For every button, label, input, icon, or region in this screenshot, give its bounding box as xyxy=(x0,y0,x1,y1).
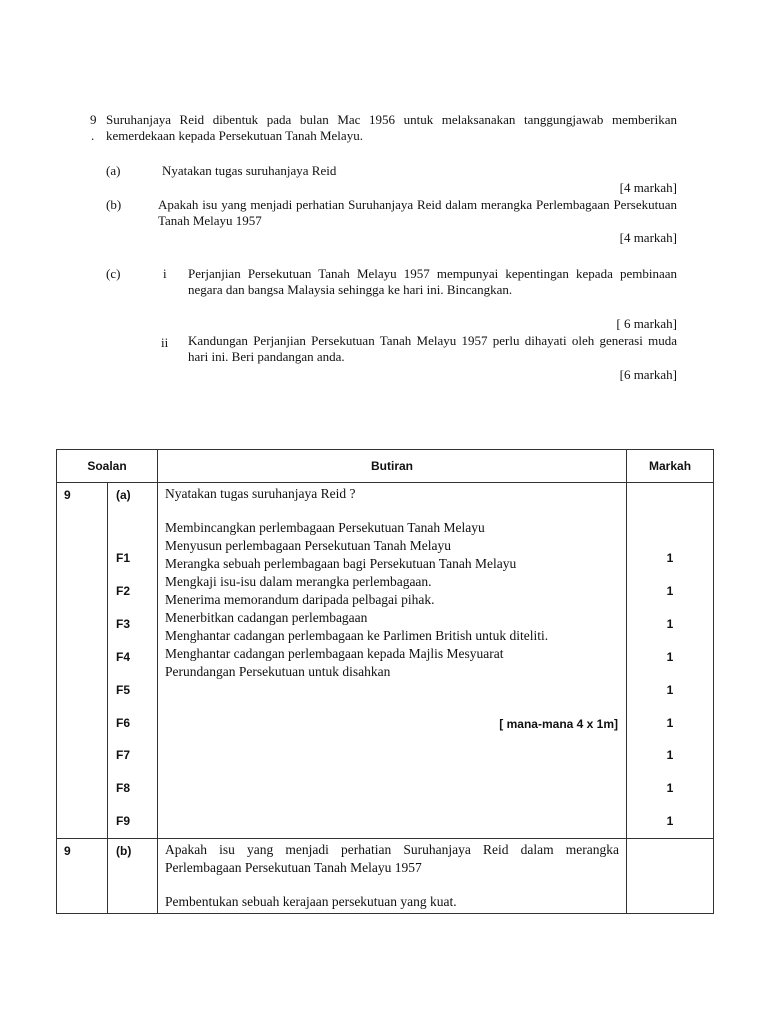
code-f2: F2 xyxy=(116,584,131,598)
part-a-marks: [4 markah] xyxy=(619,180,677,195)
bullet-dot: . xyxy=(91,128,95,143)
row-b-number: 9 xyxy=(64,844,71,858)
part-b-label: (b) xyxy=(106,197,122,212)
question-number: 9 xyxy=(90,112,97,127)
mark-value: 1 xyxy=(666,551,674,565)
code-f7: F7 xyxy=(116,748,131,762)
answer-line: Merangka sebuah perlembagaan bagi Persekutuan Tanah Melayu xyxy=(165,556,517,571)
answer-line: Pembentukan sebuah kerajaan persekutuan yang kuat. xyxy=(165,894,457,909)
mark-value: 1 xyxy=(666,748,674,762)
table-row-a xyxy=(57,483,714,839)
part-a-label: (a) xyxy=(106,163,121,178)
marking-scheme-table xyxy=(56,449,714,914)
row-a-codes xyxy=(108,483,157,838)
mark-value: 1 xyxy=(666,781,674,795)
part-c-ii-text: Kandungan Perjanjian Persekutuan Tanah Melayu 1957 perlu dihayati oleh generasi muda hari ini. Beri pandangan anda. xyxy=(188,333,677,364)
part-a-text: Nyatakan tugas suruhanjaya Reid xyxy=(162,163,337,178)
row-a-question: Nyatakan tugas suruhanjaya Reid ? xyxy=(165,486,356,501)
part-c-ii-label: ii xyxy=(161,335,169,350)
code-f9: F9 xyxy=(116,814,131,828)
row-b-details xyxy=(158,839,626,913)
part-b-text: Apakah isu yang menjadi perhatian Suruhanjaya Reid dalam merangka Perlembagaan Persekutuan Tanah Melayu 1957 xyxy=(158,197,677,228)
header-butiran: Butiran xyxy=(158,450,627,483)
answer-line: Menerbitkan cadangan perlembagaan xyxy=(165,610,368,625)
answer-line: Menyusun perlembagaan Persekutuan Tanah Melayu xyxy=(165,538,451,553)
mark-value: 1 xyxy=(666,617,674,631)
mark-value: 1 xyxy=(666,716,674,730)
mark-value: 1 xyxy=(666,683,674,697)
code-f8: F8 xyxy=(116,781,131,795)
code-f4: F4 xyxy=(116,650,131,664)
table-row-b xyxy=(57,839,714,914)
code-f1: F1 xyxy=(116,551,131,565)
row-a-number: 9 xyxy=(64,488,71,502)
row-a-marks xyxy=(627,483,713,838)
row-a-part: (a) xyxy=(116,488,131,502)
part-c-ii-marks: [6 markah] xyxy=(619,367,677,382)
header-soalan: Soalan xyxy=(57,450,158,483)
question-intro: Suruhanjaya Reid dibentuk pada bulan Mac 1956 untuk melaksanakan tanggungjawab memberikan kemerdekaan kepada Persekutuan Tanah Melayu. xyxy=(106,112,677,143)
part-c-i-marks: [ 6 markah] xyxy=(616,316,677,331)
row-b-part: (b) xyxy=(116,844,132,858)
code-f6: F6 xyxy=(116,716,131,730)
mark-value: 1 xyxy=(666,814,674,828)
mark-value: 1 xyxy=(666,584,674,598)
part-c-i-text: Perjanjian Persekutuan Tanah Melayu 1957 mempunyai kepentingan kepada pembinaan negara dan bangsa Malaysia sehingga ke hari ini. Bincangkan. xyxy=(188,266,677,297)
row-b-marks xyxy=(627,839,714,914)
row-a-note: [ mana-mana 4 x 1m] xyxy=(499,717,619,731)
answer-line: Menghantar cadangan perlembagaan ke Parlimen British untuk diteliti. xyxy=(165,628,549,643)
answer-line: Membincangkan perlembagaan Persekutuan Tanah Melayu xyxy=(165,520,485,535)
mark-value: 1 xyxy=(666,650,674,664)
part-c-i-label: i xyxy=(163,266,167,281)
code-f3: F3 xyxy=(116,617,131,631)
code-f5: F5 xyxy=(116,683,131,697)
answer-line: Perundangan Persekutuan untuk disahkan xyxy=(165,664,391,679)
part-c-label: (c) xyxy=(106,266,121,281)
answer-line: Menghantar cadangan perlembagaan kepada Majlis Mesyuarat xyxy=(165,646,504,661)
answer-line: Mengkaji isu-isu dalam merangka perlembagaan. xyxy=(165,574,432,589)
header-markah: Markah xyxy=(627,450,714,483)
answer-line: Menerima memorandum daripada pelbagai pihak. xyxy=(165,592,435,607)
part-b-marks: [4 markah] xyxy=(619,230,677,245)
row-b-question: Apakah isu yang menjadi perhatian Suruhanjaya Reid dalam merangka Perlembagaan Persekutuan Tanah Melayu 1957 xyxy=(165,842,620,875)
row-a-details xyxy=(158,483,626,842)
